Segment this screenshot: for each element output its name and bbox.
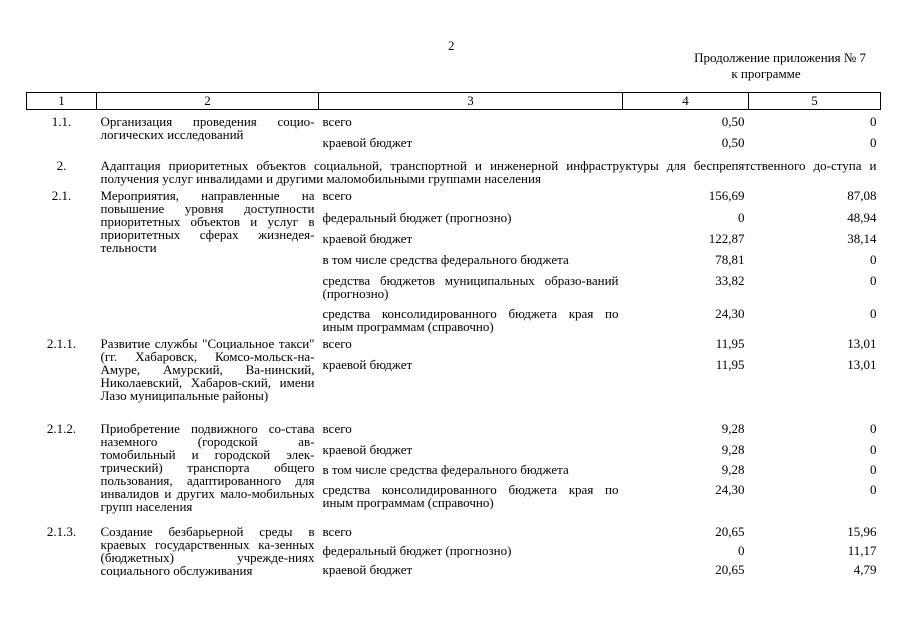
value-col-4: 20,65 — [715, 523, 745, 539]
value-col-4: 122,87 — [708, 230, 745, 246]
value-col-4: 0,50 — [721, 114, 745, 129]
funding-source: всего — [322, 114, 352, 129]
value-col-4: 11,95 — [715, 356, 745, 372]
item-description: Мероприятия, направленные на повышение уровня доступности приоритетных объектов и услуг в приоритетных сферах жизнедея-тельности — [100, 187, 315, 255]
value-col-5: 0 — [870, 481, 877, 497]
funding-source: краевой бюджет — [322, 441, 413, 457]
funding-source: краевой бюджет — [322, 356, 413, 372]
budget-table — [26, 92, 881, 580]
continuation-line1: Продолжение приложения № 7 — [694, 50, 866, 65]
funding-source: всего — [322, 187, 352, 203]
value-col-4: 0 — [738, 209, 745, 225]
funding-source: всего — [322, 420, 352, 436]
item-number: 1.1. — [51, 114, 72, 129]
item-number: 2.1.1. — [46, 335, 77, 351]
value-col-5: 0 — [870, 305, 877, 321]
funding-source: федеральный бюджет (прогнозно) — [322, 209, 512, 225]
table-row — [27, 110, 881, 130]
funding-source: федеральный бюджет (прогнозно) — [322, 542, 512, 558]
value-col-5: 0 — [870, 461, 877, 477]
value-col-4: 33,82 — [715, 272, 745, 288]
item-description: Развитие службы "Социальное такси" (гг. Хабаровск, Комсо-мольск-на-Амуре, Амурский, Ва-нинский, Николаевский, Хабаров-ский, имени Лазо муниципальные районы) — [100, 335, 315, 403]
value-col-4: 78,81 — [715, 251, 745, 267]
funding-source: краевой бюджет — [322, 561, 413, 577]
funding-source: средства консолидированного бюджета края по иным программам (справочно) — [322, 481, 619, 510]
table-row — [27, 520, 881, 540]
item-number: 2.1.2. — [46, 420, 77, 436]
header-col-3: 3 — [319, 93, 623, 110]
funding-source: всего — [322, 523, 352, 539]
value-col-4: 11,95 — [715, 335, 745, 351]
continuation-note — [666, 50, 866, 82]
value-col-5: 0 — [870, 272, 877, 288]
value-col-4: 156,69 — [708, 187, 745, 203]
value-col-5: 11,17 — [847, 542, 877, 558]
table-row — [27, 153, 881, 189]
value-col-5: 48,94 — [847, 209, 877, 225]
value-col-5: 4,79 — [853, 561, 877, 577]
continuation-line2: к программе — [731, 66, 801, 81]
value-col-4: 9,28 — [721, 420, 745, 436]
funding-source: средства бюджетов муниципальных образо-ваний (прогнозно) — [322, 272, 619, 301]
item-description: Создание безбарьерной среды в краевых государственных ка-зенных (бюджетных) учрежде-ниях социального обслуживания — [100, 523, 315, 578]
funding-source: в том числе средства федерального бюджета — [322, 251, 569, 267]
funding-source: в том числе средства федерального бюджета — [322, 461, 569, 477]
value-col-5: 38,14 — [847, 230, 877, 246]
item-description: Организация проведения социо-логических исследований — [100, 114, 315, 142]
header-row — [27, 93, 881, 110]
value-col-5: 15,96 — [847, 523, 877, 539]
value-col-4: 9,28 — [721, 461, 745, 477]
item-number: 2.1. — [51, 187, 72, 203]
value-col-4: 0,50 — [721, 134, 745, 150]
header-col-5: 5 — [749, 93, 881, 110]
header-col-2: 2 — [97, 93, 319, 110]
value-col-5: 0 — [870, 251, 877, 267]
table-row — [27, 418, 881, 438]
value-col-4: 24,30 — [715, 481, 745, 497]
header-col-1: 1 — [27, 93, 97, 110]
funding-source: краевой бюджет — [322, 230, 413, 246]
funding-source: всего — [322, 335, 352, 351]
value-col-5: 13,01 — [847, 335, 877, 351]
item-description: Приобретение подвижного со-става наземного (городской ав-томобильный и городской элек-трический) транспорта общего пользования, адаптированного для инвалидов и других мало-мобильных групп населения — [100, 420, 315, 514]
value-col-5: 0 — [870, 420, 877, 436]
page-number: 2 — [448, 38, 455, 53]
item-number: 2.1.3. — [46, 523, 77, 539]
value-col-4: 24,30 — [715, 305, 745, 321]
value-col-4: 20,65 — [715, 561, 745, 577]
value-col-5: 0 — [870, 114, 877, 129]
value-col-5: 13,01 — [847, 356, 877, 372]
table-row — [27, 189, 881, 209]
value-col-5: 0 — [870, 134, 877, 150]
value-col-4: 0 — [738, 542, 745, 558]
section-number: 2. — [56, 157, 67, 173]
funding-source: краевой бюджет — [322, 134, 413, 150]
table-row — [27, 337, 881, 357]
value-col-4: 9,28 — [721, 441, 745, 457]
section-title: Адаптация приоритетных объектов социальной, транспортной и инженерной инфраструктуры для беспрепятственного до-ступа и получения услуг инвалидами и другими маломобильными группами населения — [100, 157, 877, 186]
funding-source: средства консолидированного бюджета края по иным программам (справочно) — [322, 305, 619, 334]
header-col-4: 4 — [623, 93, 749, 110]
value-col-5: 87,08 — [847, 187, 877, 203]
value-col-5: 0 — [870, 441, 877, 457]
